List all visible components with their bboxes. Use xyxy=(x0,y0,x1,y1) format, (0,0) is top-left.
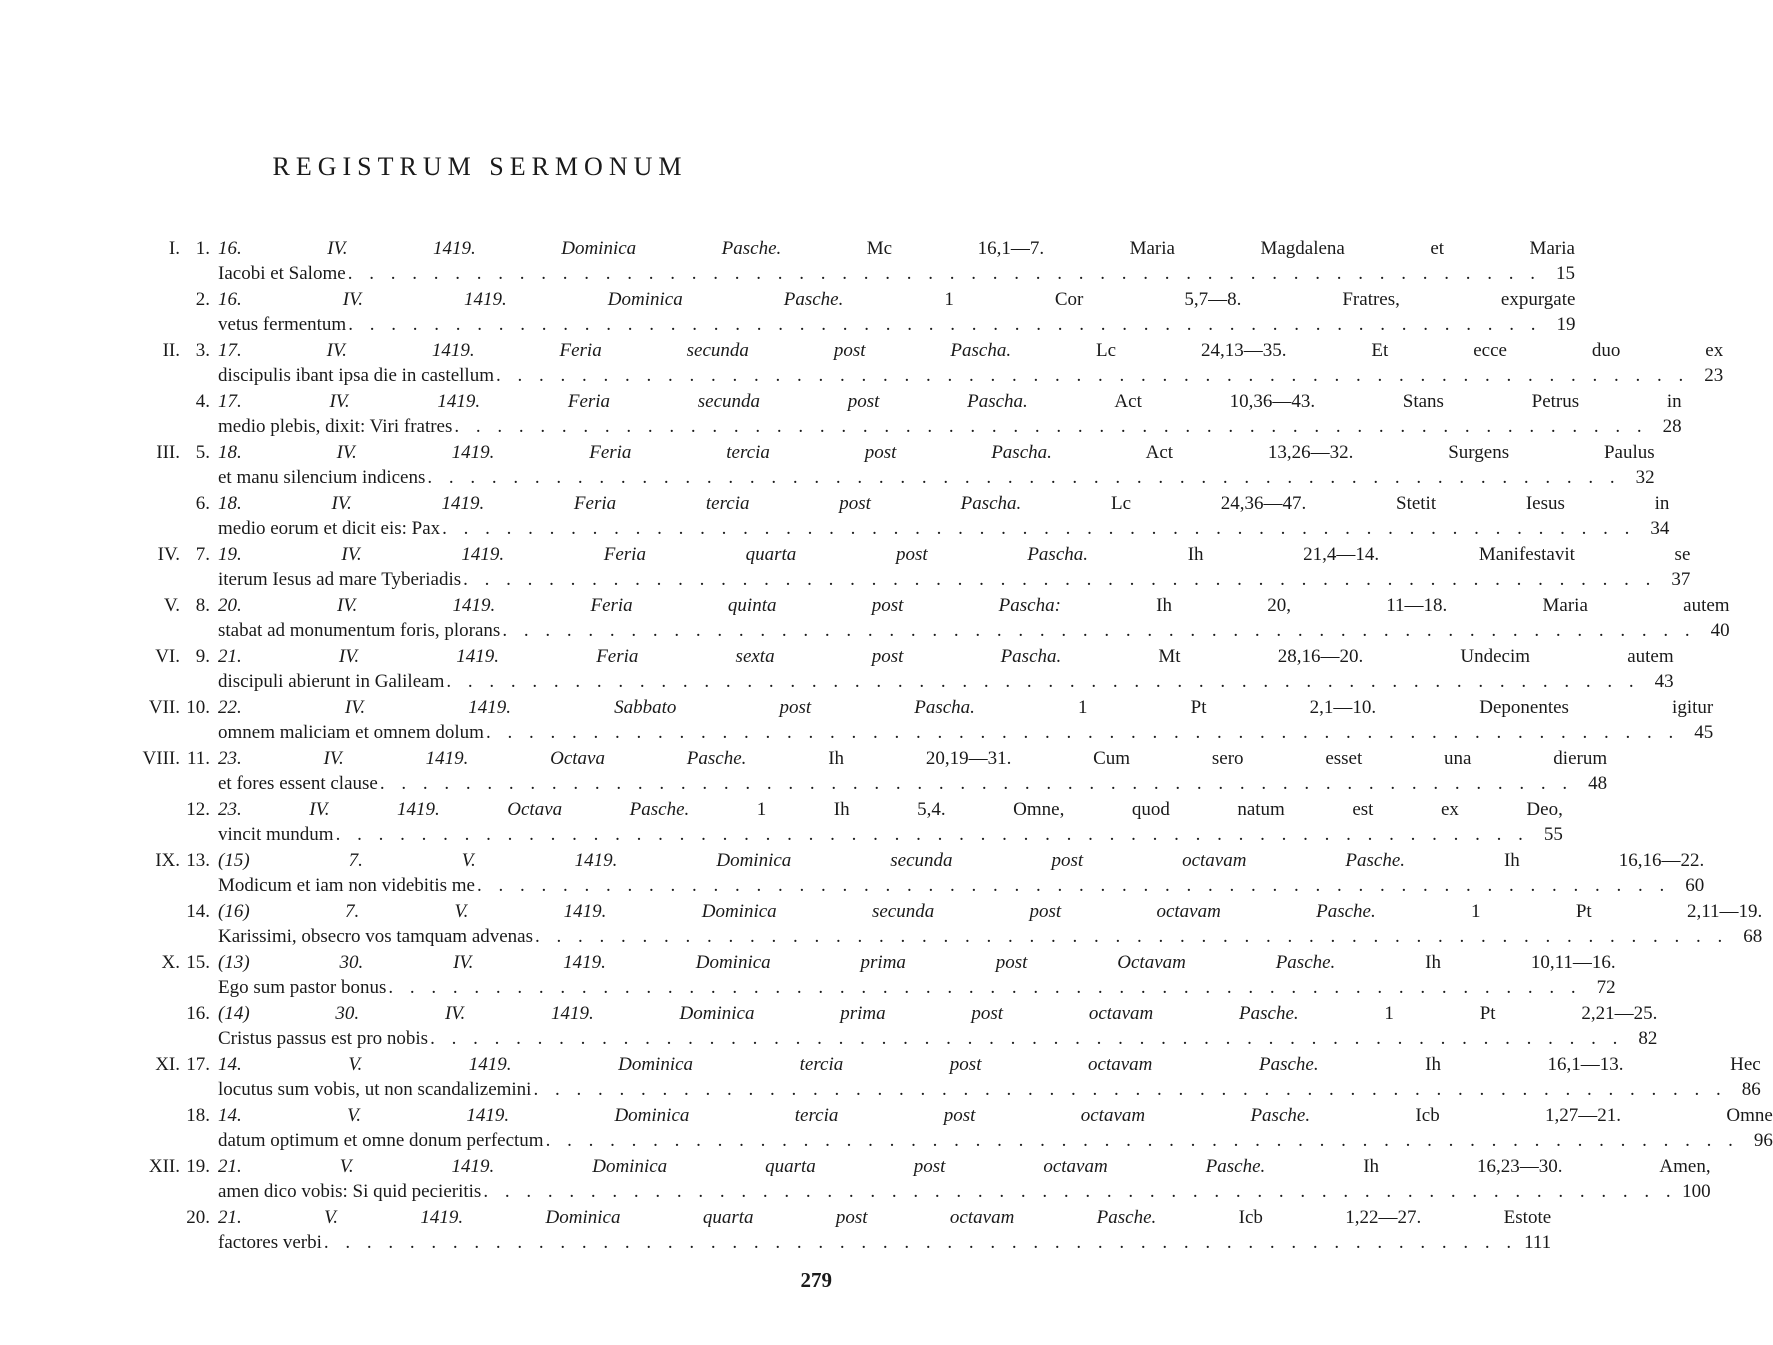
entry-reference: Ih 16,23—30. Amen, xyxy=(1265,1156,1711,1177)
entry-incipit: Cristus passus est pro nobis xyxy=(218,1028,429,1049)
leader-dots xyxy=(427,465,1620,490)
entry-incipit: discipulis ibant ipsa die in castellum xyxy=(218,365,494,386)
entry-incipit: vetus fermentum xyxy=(218,314,347,335)
list-item xyxy=(120,644,1674,694)
page-title: REGISTRUM SERMONUM xyxy=(272,152,688,181)
entry-number: 20. xyxy=(186,1207,210,1228)
leader-dots xyxy=(496,363,1689,388)
entry-reference: Icb 1,22—27. Estote xyxy=(1156,1207,1552,1228)
list-item xyxy=(120,1205,1552,1255)
leader-dots xyxy=(380,771,1573,796)
entry-date: 18. IV. 1419. Feria tercia post Pascha. xyxy=(218,442,1052,463)
entry-date: 16. IV. 1419. Dominica Pasche. xyxy=(218,238,782,259)
entry-number: 16. xyxy=(186,1003,210,1024)
leader-dots xyxy=(533,1077,1726,1102)
entry-incipit: et manu silencium indicens xyxy=(218,467,426,488)
entry-incipit: medio eorum et dicit eis: Pax xyxy=(218,518,441,539)
list-item xyxy=(120,491,1670,541)
page-number: 279 xyxy=(800,1268,832,1292)
list-item xyxy=(120,797,1563,847)
leader-dots xyxy=(483,1179,1676,1204)
entry-group-numeral: III. xyxy=(156,442,180,463)
entry-page: 28 xyxy=(1662,416,1682,437)
list-item xyxy=(120,848,1705,898)
entry-number: 13. xyxy=(186,850,210,871)
entry-group-numeral: VIII. xyxy=(142,748,180,769)
leader-dots xyxy=(388,975,1581,1000)
entry-date: 19. IV. 1419. Feria quarta post Pascha. xyxy=(218,544,1089,565)
entry-incipit: discipuli abierunt in Galileam xyxy=(218,671,445,692)
entry-group-numeral: XII. xyxy=(148,1156,180,1177)
entry-reference: Icb 1,27—21. Omne xyxy=(1310,1105,1773,1126)
entry-number: 11. xyxy=(186,748,210,769)
entry-date: (15) 7. V. 1419. Dominica secunda post octavam Pasche. xyxy=(218,850,1406,871)
entry-incipit: stabat ad monumentum foris, plorans xyxy=(218,620,501,641)
list-item xyxy=(120,1001,1658,1051)
entry-reference: Mc 16,1—7. Maria Magdalena et Maria xyxy=(781,238,1575,259)
entry-date: (14) 30. IV. 1419. Dominica prima post octavam Pasche. xyxy=(218,1003,1299,1024)
entry-page: 43 xyxy=(1654,671,1674,692)
entry-page: 19 xyxy=(1556,314,1576,335)
entry-number: 14. xyxy=(186,901,210,922)
entry-incipit: amen dico vobis: Si quid pecieritis xyxy=(218,1181,482,1202)
entry-number: 6. xyxy=(195,493,210,514)
leader-dots xyxy=(324,1230,1517,1255)
entry-group-numeral: V. xyxy=(163,595,180,616)
entry-page: 15 xyxy=(1555,263,1575,284)
entry-page: 48 xyxy=(1588,773,1608,794)
entry-group-numeral: VII. xyxy=(148,697,180,718)
entry-number: 1. xyxy=(195,238,210,259)
entry-reference: 1 Pt 2,21—25. xyxy=(1298,1003,1658,1024)
leader-dots xyxy=(454,414,1647,439)
entry-incipit: datum optimum et omne donum perfectum xyxy=(218,1130,544,1151)
entry-group-numeral xyxy=(120,287,180,337)
entry-incipit: Karissimi, obsecro vos tamquam advenas xyxy=(218,926,534,947)
list-item xyxy=(120,1052,1761,1102)
entry-number: 19. xyxy=(186,1156,210,1177)
entry-date: 14. V. 1419. Dominica tercia post octavam Pasche. xyxy=(218,1054,1319,1075)
entry-page: 96 xyxy=(1753,1130,1773,1151)
entry-incipit: Iacobi et Salome xyxy=(218,263,346,284)
entry-page: 55 xyxy=(1543,824,1563,845)
entry-incipit: iterum Iesus ad mare Tyberiadis xyxy=(218,569,462,590)
entry-incipit: factores verbi xyxy=(218,1232,322,1253)
entry-group-numeral: X. xyxy=(161,952,180,973)
leader-dots xyxy=(546,1128,1739,1153)
entry-reference: Lc 24,36—47. Stetit Iesus in xyxy=(1021,493,1670,514)
entry-group-numeral: II. xyxy=(162,340,180,361)
list-item xyxy=(120,746,1608,796)
entry-group-numeral xyxy=(120,1103,180,1153)
entry-incipit: omnem maliciam et omnem dolum xyxy=(218,722,484,743)
entry-incipit: Ego sum pastor bonus xyxy=(218,977,387,998)
entry-reference: 1 Ih 5,4. Omne, quod natum est ex Deo, xyxy=(689,799,1563,820)
entry-number: 5. xyxy=(195,442,210,463)
list-item xyxy=(120,695,1714,745)
entry-date: 21. V. 1419. Dominica quarta post octavam Pasche. xyxy=(218,1207,1157,1228)
entry-date: (13) 30. IV. 1419. Dominica prima post Octavam Pasche. xyxy=(218,952,1336,973)
entry-date: 14. V. 1419. Dominica tercia post octavam Pasche. xyxy=(218,1105,1311,1126)
entry-incipit: et fores essent clause xyxy=(218,773,378,794)
entry-page: 111 xyxy=(1524,1232,1552,1253)
entry-page: 32 xyxy=(1635,467,1655,488)
entry-number: 4. xyxy=(195,391,210,412)
list-item xyxy=(120,440,1655,490)
entry-reference: 1 Cor 5,7—8. Fratres, expurgate xyxy=(843,289,1576,310)
entry-reference: Mt 28,16—20. Undecim autem xyxy=(1061,646,1674,667)
entry-group-numeral xyxy=(120,1205,180,1255)
entry-number: 9. xyxy=(195,646,210,667)
entry-date: (16) 7. V. 1419. Dominica secunda post octavam Pasche. xyxy=(218,901,1376,922)
entry-incipit: medio plebis, dixit: Viri fratres xyxy=(218,416,453,437)
sermon-register-list xyxy=(120,236,1773,1256)
entry-page: 100 xyxy=(1682,1181,1711,1202)
entry-date: 23. IV. 1419. Octava Pasche. xyxy=(218,799,690,820)
entry-date: 20. IV. 1419. Feria quinta post Pascha: xyxy=(218,595,1061,616)
entry-incipit: vincit mundum xyxy=(218,824,334,845)
leader-dots xyxy=(442,516,1635,541)
list-item xyxy=(120,950,1616,1000)
leader-dots xyxy=(463,567,1656,592)
entry-reference: Ih 20, 11—18. Maria autem xyxy=(1060,595,1730,616)
list-item xyxy=(120,593,1730,643)
list-item xyxy=(120,1103,1773,1153)
entry-date: 22. IV. 1419. Sabbato post Pascha. xyxy=(218,697,975,718)
leader-dots xyxy=(446,669,1639,694)
leader-dots xyxy=(336,822,1529,847)
entry-number: 17. xyxy=(186,1054,210,1075)
leader-dots xyxy=(502,618,1695,643)
list-item xyxy=(120,389,1682,439)
entry-page: 68 xyxy=(1743,926,1763,947)
entry-group-numeral: XI. xyxy=(155,1054,180,1075)
entry-number: 3. xyxy=(195,340,210,361)
entry-page: 34 xyxy=(1650,518,1670,539)
entry-group-numeral: IV. xyxy=(157,544,180,565)
entry-page: 23 xyxy=(1704,365,1724,386)
entry-page: 82 xyxy=(1638,1028,1658,1049)
entry-reference: Ih 16,16—22. xyxy=(1405,850,1705,871)
entry-reference: 1 Pt 2,11—19. xyxy=(1375,901,1763,922)
entry-date: 17. IV. 1419. Feria secunda post Pascha. xyxy=(218,340,1012,361)
entry-group-numeral xyxy=(120,389,180,439)
entry-page: 40 xyxy=(1710,620,1730,641)
entry-number: 10. xyxy=(186,697,210,718)
entry-reference: Act 13,26—32. Surgens Paulus xyxy=(1051,442,1655,463)
entry-number: 2. xyxy=(195,289,210,310)
entry-page: 86 xyxy=(1741,1079,1761,1100)
leader-dots xyxy=(348,312,1541,337)
entry-incipit: locutus sum vobis, ut non scandalizemini xyxy=(218,1079,532,1100)
entry-number: 7. xyxy=(195,544,210,565)
entry-reference: Ih 21,4—14. Manifestavit se xyxy=(1088,544,1691,565)
entry-reference: Ih 16,1—13. Hec xyxy=(1318,1054,1761,1075)
leader-dots xyxy=(477,873,1670,898)
entry-page: 72 xyxy=(1596,977,1616,998)
leader-dots xyxy=(486,720,1679,745)
entry-incipit: Modicum et iam non videbitis me xyxy=(218,875,475,896)
entry-date: 21. V. 1419. Dominica quarta post octavam Pasche. xyxy=(218,1156,1266,1177)
entry-reference: 1 Pt 2,1—10. Deponentes igitur xyxy=(974,697,1714,718)
entry-date: 21. IV. 1419. Feria sexta post Pascha. xyxy=(218,646,1062,667)
entry-group-numeral xyxy=(120,899,180,949)
list-item xyxy=(120,899,1763,949)
entry-date: 23. IV. 1419. Octava Pasche. xyxy=(218,748,747,769)
entry-page: 37 xyxy=(1671,569,1691,590)
entry-group-numeral xyxy=(120,797,180,847)
list-item xyxy=(120,542,1691,592)
entry-page: 45 xyxy=(1694,722,1714,743)
list-item xyxy=(120,236,1575,286)
entry-group-numeral: IX. xyxy=(155,850,180,871)
entry-number: 8. xyxy=(195,595,210,616)
entry-group-numeral xyxy=(120,491,180,541)
entry-number: 18. xyxy=(186,1105,210,1126)
entry-date: 18. IV. 1419. Feria tercia post Pascha. xyxy=(218,493,1022,514)
leader-dots xyxy=(348,261,1541,286)
entry-reference: Lc 24,13—35. Et ecce duo ex xyxy=(1011,340,1724,361)
entry-group-numeral: I. xyxy=(168,238,180,259)
entry-reference: Ih 20,19—31. Cum sero esset una dierum xyxy=(746,748,1608,769)
leader-dots xyxy=(535,924,1728,949)
list-item xyxy=(120,287,1576,337)
entry-reference: Ih 10,11—16. xyxy=(1335,952,1616,973)
entry-number: 12. xyxy=(186,799,210,820)
entry-reference: Act 10,36—43. Stans Petrus in xyxy=(1027,391,1682,412)
entry-date: 16. IV. 1419. Dominica Pasche. xyxy=(218,289,844,310)
entry-page: 60 xyxy=(1685,875,1705,896)
entry-number: 15. xyxy=(186,952,210,973)
entry-date: 17. IV. 1419. Feria secunda post Pascha. xyxy=(218,391,1028,412)
list-item xyxy=(120,338,1724,388)
entry-group-numeral xyxy=(120,1001,180,1051)
list-item xyxy=(120,1154,1711,1204)
entry-group-numeral: VI. xyxy=(155,646,180,667)
leader-dots xyxy=(430,1026,1623,1051)
